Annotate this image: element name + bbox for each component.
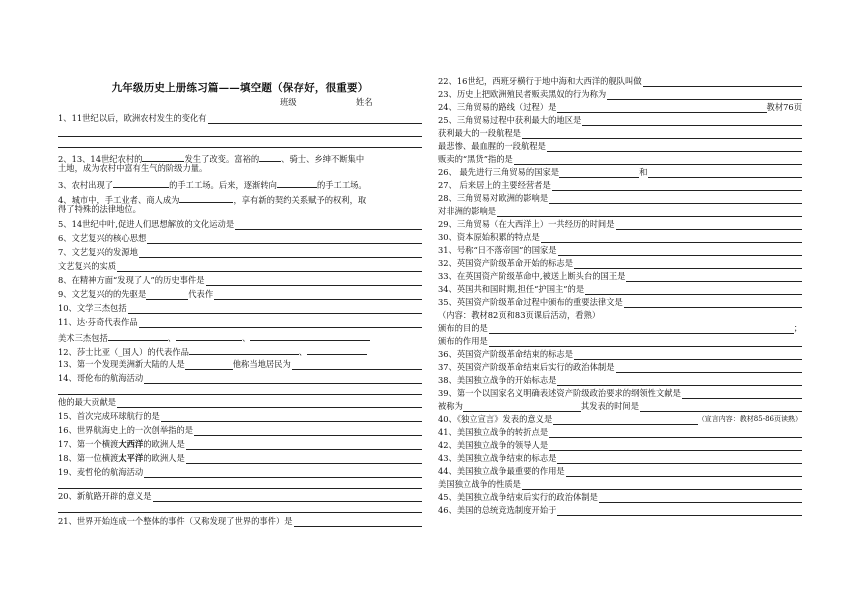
answer-blank[interactable] <box>194 426 422 436</box>
answer-blank[interactable] <box>489 337 802 347</box>
answer-blank[interactable] <box>616 363 803 373</box>
question-40: 40、《独立宣言》发表的意义是 （宣言内容：教材85-86页读熟） <box>438 414 802 424</box>
question-35b: 颁布的目的是 ； <box>438 323 802 333</box>
answer-blank[interactable] <box>142 152 184 162</box>
question-25b: 获利最大的一段航程是 <box>438 128 802 139</box>
question-2-cont: 土地，成为农村中富有生气的阶级力量。 <box>58 163 208 173</box>
answer-blank[interactable] <box>514 155 802 165</box>
textbook-reference: （宣言内容：教材85-86页读熟） <box>697 415 802 423</box>
answer-line[interactable] <box>58 512 422 513</box>
answer-blank[interactable] <box>582 116 802 126</box>
question-11b: 美术三杰包括 、 、 <box>58 331 422 344</box>
answer-line[interactable] <box>58 488 422 489</box>
question-19: 19、麦哲伦的航海活动 <box>58 467 422 478</box>
answer-blank[interactable] <box>549 194 802 204</box>
answer-blank[interactable] <box>208 114 422 124</box>
question-28b: 对非洲的影响是 <box>438 206 802 217</box>
answer-blank[interactable] <box>557 506 802 516</box>
question-14b: 他的最大贡献是 <box>58 397 422 408</box>
question-26: 26、 最先进行三角贸易的国家是 和 <box>438 167 802 178</box>
answer-blank[interactable] <box>585 285 802 295</box>
answer-blank[interactable] <box>624 298 802 308</box>
question-12: 12、莎士比亚（_国人）的代表作品 、 <box>58 345 422 358</box>
answer-blank[interactable] <box>206 276 422 286</box>
answer-blank[interactable] <box>574 350 802 360</box>
answer-blank[interactable] <box>626 272 802 282</box>
question-35c: 颁布的作用是 <box>438 336 802 347</box>
question-16: 16、世界航海史上的一次创举指的是 <box>58 425 422 436</box>
answer-blank[interactable] <box>607 90 802 100</box>
answer-blank[interactable] <box>549 428 802 438</box>
question-4: 4、城市中，手工业者、商人成为 ，享有新的契约关系赋予的权利，取 <box>58 195 367 205</box>
question-25c: 最悲惨、最血腥的一段航程是 <box>438 141 802 152</box>
question-6: 6、文艺复兴的核心思想 <box>58 233 422 244</box>
answer-blank[interactable] <box>463 402 581 412</box>
answer-blank[interactable] <box>161 412 422 422</box>
answer-blank[interactable] <box>139 248 422 258</box>
question-15: 15、首次完成环球航行的是 <box>58 411 422 422</box>
question-10: 10、文学三杰包括 <box>58 303 422 314</box>
name-label: 姓名 <box>356 97 373 107</box>
answer-blank[interactable] <box>128 304 422 314</box>
question-44b: 美国独立战争的性质是 <box>438 479 802 490</box>
question-35-note: （内容：教材82页和83页课后活动，看熟） <box>438 310 601 320</box>
question-5: 5、14世纪中叶,促进人们思想解放的文化运动是 <box>58 219 422 230</box>
answer-blank[interactable] <box>235 220 422 230</box>
answer-blank[interactable] <box>552 181 802 191</box>
question-25d: 贩卖的“黑货”指的是 <box>438 154 802 165</box>
answer-blank[interactable] <box>547 142 802 152</box>
answer-blank[interactable] <box>557 376 802 386</box>
question-42: 42、美国独立战争的领导人是 <box>438 440 802 451</box>
textbook-reference: 教材76页 <box>766 102 802 112</box>
question-33: 33、在英国资产阶级革命中,被送上断头台的国王是 <box>438 271 802 282</box>
answer-line[interactable] <box>58 136 422 137</box>
question-39b: 被称为 其发表的时间是 <box>438 401 802 412</box>
answer-blank[interactable] <box>139 318 422 328</box>
answer-blank[interactable] <box>176 331 242 341</box>
answer-line[interactable] <box>58 147 422 148</box>
question-38: 38、美国独立战争的开始标志是 <box>438 375 802 386</box>
question-7: 7、文艺复兴的发源地 <box>58 247 422 258</box>
answer-blank[interactable] <box>557 454 802 464</box>
question-34: 34、英国共和国时期,担任“护国主”的是 <box>438 284 802 295</box>
question-3: 3、农村出现了 的手工工场。后来，逐渐转向 的手工工场。 <box>58 180 367 190</box>
question-41: 41、美国独立战争的转折点是 <box>438 427 802 438</box>
answer-blank[interactable] <box>559 168 639 178</box>
answer-blank[interactable] <box>522 129 802 139</box>
answer-blank[interactable] <box>153 492 422 502</box>
question-24: 24、三角贸易的路线（过程）是 教材76页 <box>438 102 802 112</box>
question-4-cont: 得了特殊的法律地位。 <box>58 204 141 214</box>
answer-blank[interactable] <box>146 290 188 300</box>
question-46: 46、美国的总统竞选制度开始于 <box>438 505 802 516</box>
answer-blank[interactable] <box>489 324 794 334</box>
answer-blank[interactable] <box>144 374 422 384</box>
question-27: 27、 后来居上的主要经营者是 <box>438 180 802 191</box>
question-14: 14、哥伦布的航海活动 <box>58 373 422 384</box>
answer-blank[interactable] <box>292 360 422 370</box>
answer-blank[interactable] <box>616 220 803 230</box>
answer-blank[interactable] <box>599 493 802 503</box>
question-23: 23、历史上把欧洲殖民者贩卖黑奴的行为称为 <box>438 89 802 100</box>
question-8: 8、在精神方面“发现了人”的历史事件是 <box>58 275 422 286</box>
answer-blank[interactable] <box>259 152 281 162</box>
question-25: 25、三角贸易过程中获利最大的地区是 <box>438 115 802 126</box>
question-7b: 文艺复兴的实质 <box>58 261 422 272</box>
answer-blank[interactable] <box>277 178 317 188</box>
answer-blank[interactable] <box>294 517 422 527</box>
answer-line[interactable] <box>58 394 422 395</box>
question-37: 37、英国资产阶级革命结束后实行的政治体制是 <box>438 362 802 373</box>
question-32: 32、英国资产阶级革命开始的标志是 <box>438 258 802 269</box>
answer-blank[interactable] <box>497 207 802 217</box>
answer-blank[interactable] <box>186 440 422 450</box>
answer-blank[interactable] <box>643 77 802 87</box>
question-28: 28、三角贸易对欧洲的影响是 <box>438 193 802 204</box>
question-35: 35、英国资产阶级革命过程中颁布的重要法律文是 <box>438 297 802 308</box>
answer-blank[interactable] <box>108 331 168 341</box>
answer-blank[interactable] <box>214 290 422 300</box>
question-18: 18、第一位横渡 太平洋 的欧洲人是 <box>58 453 422 464</box>
question-29: 29、三角贸易（在大西洋上）一共经历的时间是 <box>438 219 802 230</box>
answer-blank[interactable] <box>557 103 766 113</box>
question-22: 22、16世纪，西班牙横行于地中海和大西洋的舰队叫做 <box>438 76 802 87</box>
worksheet-title: 九年级历史上册练习篇——填空题（保存好，很重要） <box>111 82 369 94</box>
question-30: 30、资本原始积累的特点是 <box>438 232 802 243</box>
question-1: 1、11世纪以后，欧洲农村发生的变化有 <box>58 113 422 124</box>
answer-blank[interactable] <box>648 168 802 178</box>
answer-blank[interactable] <box>147 234 422 244</box>
question-13: 13、第一个发现美洲新大陆的人是 他称当地居民为 <box>58 359 422 370</box>
answer-blank[interactable] <box>189 345 299 355</box>
question-21: 21、世界开始连成一个整体的事件（又称发现了世界的事件）是 <box>58 516 422 527</box>
answer-blank[interactable] <box>250 331 370 341</box>
answer-blank[interactable] <box>185 360 233 370</box>
answer-blank[interactable] <box>307 345 367 355</box>
answer-blank[interactable] <box>522 480 802 490</box>
answer-blank[interactable] <box>574 259 802 269</box>
question-20: 20、新航路开辟的意义是 <box>58 491 422 502</box>
answer-blank[interactable] <box>558 246 802 256</box>
question-44: 44、美国独立战争最重要的作用是 <box>438 466 802 477</box>
question-45: 45、美国独立战争结束后实行的政治体制是 <box>438 492 802 503</box>
question-11: 11、达·芬奇代表作品 <box>58 317 422 328</box>
answer-blank[interactable] <box>117 398 422 408</box>
question-2: 2、13、14世纪农村的 发生了改变。富裕的 、骑士、乡绅不断集中 <box>58 154 365 164</box>
answer-blank[interactable] <box>553 415 698 425</box>
question-39: 39、第一个以国家名义明确表述资产阶级政治要求的纲领性文献是 <box>438 388 802 399</box>
answer-blank[interactable] <box>541 233 802 243</box>
answer-blank[interactable] <box>549 441 802 451</box>
answer-blank[interactable] <box>144 468 422 478</box>
question-17: 17、第一个横渡 大西洋 的欧洲人是 <box>58 439 422 450</box>
answer-blank[interactable] <box>566 467 802 477</box>
question-9: 9、文艺复兴的的先驱是 代表作 <box>58 289 422 300</box>
answer-blank[interactable] <box>186 454 422 464</box>
answer-blank[interactable] <box>117 262 422 272</box>
answer-blank[interactable] <box>682 389 802 399</box>
class-label: 班级 <box>280 97 297 107</box>
answer-blank[interactable] <box>179 193 233 203</box>
answer-blank[interactable] <box>640 402 802 412</box>
question-36: 36、英国资产阶级革命结束的标志是 <box>438 349 802 360</box>
question-31: 31、号称“日不落帝国”的国家是 <box>438 245 802 256</box>
answer-blank[interactable] <box>113 178 169 188</box>
question-43: 43、美国独立战争结束的标志是 <box>438 453 802 464</box>
